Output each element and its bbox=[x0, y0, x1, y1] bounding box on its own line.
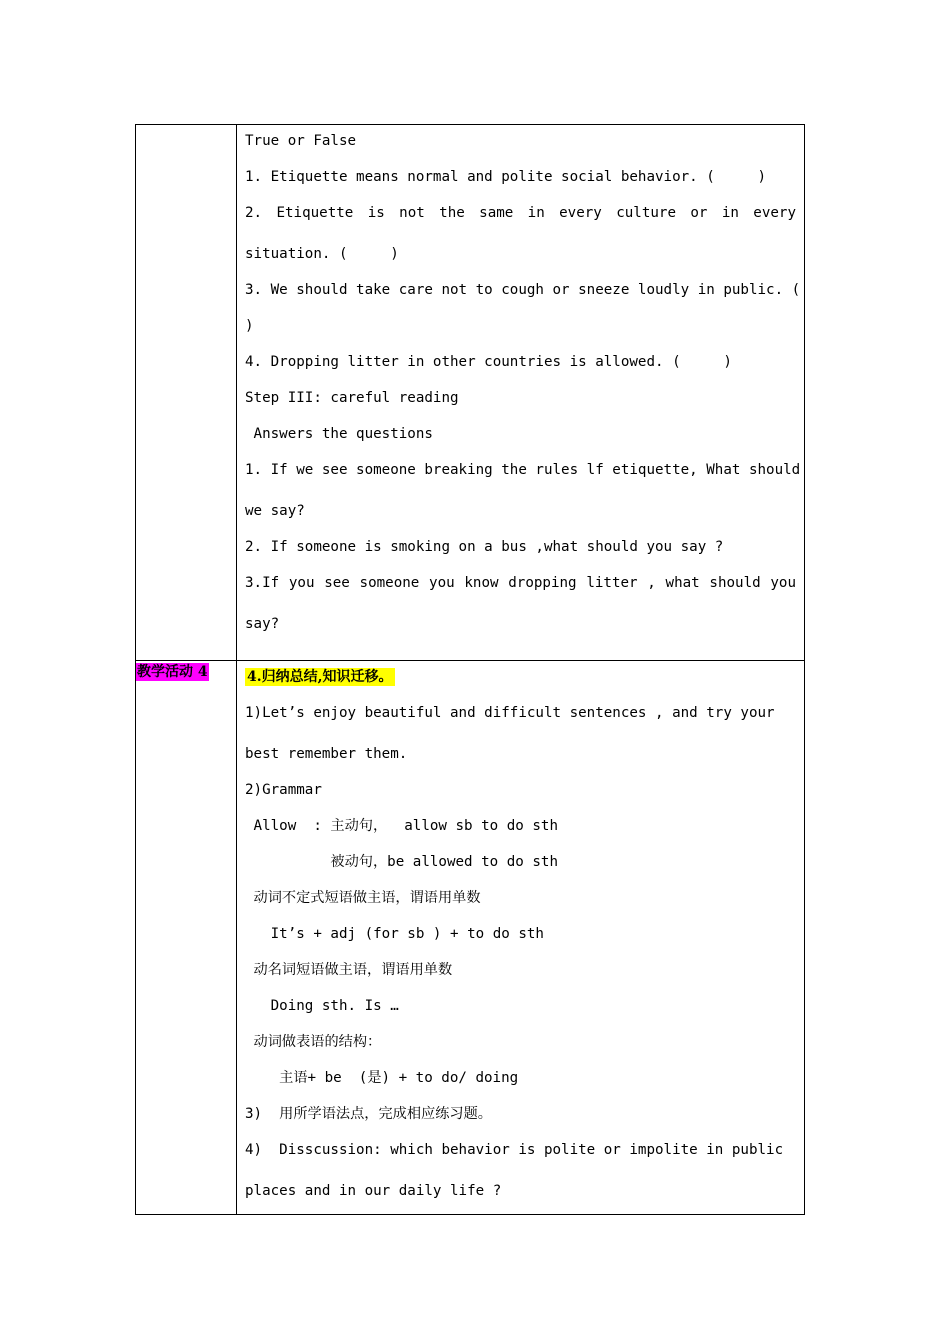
text-line: 2. If someone is smoking on a bus ,what should you say ? bbox=[245, 539, 724, 555]
row-label-cell bbox=[136, 661, 237, 1215]
text-line: 3.If you see someone you know dropping litter , what should you bbox=[245, 575, 796, 591]
text-line: we say? bbox=[245, 503, 305, 519]
text-line: Step III: careful reading bbox=[245, 390, 459, 406]
text-line: 1. If we see someone breaking the rules lf etiquette, What should bbox=[245, 462, 801, 478]
text-line: 动词不定式短语做主语，谓语用单数 bbox=[245, 890, 481, 906]
text-line: ) bbox=[245, 318, 254, 334]
row-label-cell bbox=[136, 125, 237, 661]
text-line: Allow : 主动句， allow sb to do sth bbox=[245, 818, 558, 834]
text-line: 主语+ be (是) + to do/ doing bbox=[245, 1070, 519, 1086]
text-line: 4) Disscussion: which behavior is polite or impolite in public bbox=[245, 1142, 784, 1158]
row-content-cell bbox=[237, 661, 805, 1215]
text-line: 2)Grammar bbox=[245, 782, 322, 798]
text-line: situation. ( ) bbox=[245, 246, 399, 262]
text-line: 2. Etiquette is not the same in every culture or in every bbox=[245, 205, 796, 221]
text-line: True or False bbox=[245, 133, 357, 149]
text-line: 3) 用所学语法点，完成相应练习题。 bbox=[245, 1106, 492, 1122]
table-row bbox=[136, 661, 805, 1215]
text-line: It’s + adj (for sb ) + to do sth bbox=[245, 926, 544, 942]
activity-4-content bbox=[237, 661, 804, 1214]
text-line: Answers the questions bbox=[245, 426, 433, 442]
text-line: best remember them. bbox=[245, 746, 408, 762]
text-line: 1)Let’s enjoy beautiful and difficult sentences , and try your bbox=[245, 705, 775, 721]
text-line: 动词做表语的结构： bbox=[245, 1034, 382, 1050]
activity-3-content bbox=[237, 125, 804, 647]
text-line: Doing sth. Is … bbox=[245, 998, 399, 1014]
text-line: 3. We should take care not to cough or sneeze loudly in public. ( bbox=[245, 282, 801, 298]
text-line: 被动句，be allowed to do sth bbox=[245, 854, 558, 870]
text-line: 4. Dropping litter in other countries is allowed. ( ) bbox=[245, 354, 732, 370]
text-line bbox=[245, 664, 796, 700]
row-content-cell bbox=[237, 125, 805, 661]
activity-label: 教学活动 4 bbox=[137, 664, 208, 680]
text-line: 动名词短语做主语，谓语用单数 bbox=[245, 962, 453, 978]
section-heading: 4.归纳总结,知识迁移。 bbox=[247, 669, 393, 685]
text-line: places and in our daily life ? bbox=[245, 1183, 502, 1199]
table-row bbox=[136, 125, 805, 661]
text-line: say? bbox=[245, 616, 280, 632]
text-line: 1. Etiquette means normal and polite social behavior. ( ) bbox=[245, 169, 767, 185]
lesson-plan-table bbox=[135, 124, 805, 1215]
